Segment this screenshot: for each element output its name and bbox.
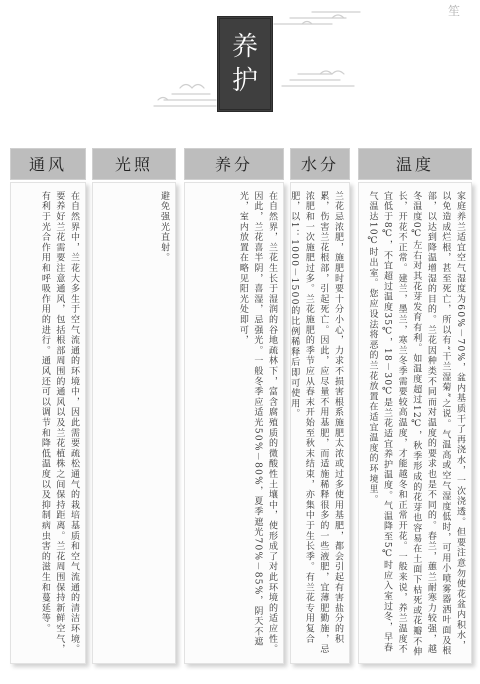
column-body bbox=[184, 182, 284, 664]
column-text: 兰花忌浓肥，施肥时要十分小心，力求不损害根系施肥太浓或过多使用基肥，都会引起有害盐分的积累，伤害兰花根部，引起死亡。因此，应尽量不用基肥，而适施稀释很多的一些液肥，宜薄肥勤施，忌浓肥和一次施肥过多。兰花施肥的季节应从春末开始至秋末结束，亦集中于生长季。有兰花专用复合肥，以1：1000－1500的比例稀释后即可使用。 bbox=[289, 191, 343, 655]
column-text: 家庭养兰适宜空气湿度为60%－70%，盆内基质干了再浇水，一次浇透。但要注意勿使花盆内积水，以免造成烂根，甚至死亡，所以有“干兰湿菊”之说。气温高或空气湿度低时，可用小喷雾器洒叶面及根部，以达到降温增湿的目的。兰花因种类不同而对温度的要求也是不同的。春兰，蕙兰耐寒力较强，越冬温度0℃左右对其花芽发育有利。如温度超过12℃，秋季形成的花芽也容易在土面下枯死或花瓣不伸长，开花不正常。建兰，墨兰，寒兰冬季需要较高温度，才能越冬和正常开花。一般来说，养兰温度不宜低于8℃，不宜超过温度35℃，18－30℃是兰花适宜养护温度。气温降至5℃时应入室过冬，早春气温达10℃时出室。您应设法将恶的兰花放置在适宜温度的环境里。 bbox=[367, 191, 465, 657]
column-body bbox=[10, 182, 86, 664]
cloud-ornament-top-right-icon bbox=[272, 4, 362, 30]
title-char-1: 养 bbox=[231, 32, 258, 62]
column-light bbox=[92, 148, 176, 664]
title-char-2: 护 bbox=[231, 66, 258, 96]
column-text: 在自然界，兰花生长于湿润的谷地疏林下，富含腐殖质的微酸性土壤中，使形成了对此环境的适应性。因此，兰花喜半阴，喜湿，忌强光。一般冬季应适光50%－80%，夏季遮光70%－85%，阴天不遮光，室内放置在略见阳光处即可， bbox=[237, 191, 277, 655]
column-ventilation bbox=[10, 148, 86, 664]
column-heading: 水分 bbox=[290, 148, 350, 180]
cloud-ornament-left-icon bbox=[150, 78, 220, 112]
column-water bbox=[290, 148, 350, 664]
cloud-ornament-right-icon bbox=[280, 58, 360, 92]
column-temperature bbox=[358, 148, 472, 664]
column-text: 在自然界中，兰花大多生于空气流通的环境中，因此需要疏松通气的栽培基质和空气流通的清洁环境。要养好兰花需要注意通风，包括根部周围的通风以及兰花植株之间保持距离。兰花周围保持新鲜空气，有利于光合作用和呼吸作用的进行。通风还可以调节和降低温度以及抑制病虫害的滋生和蔓延等。 bbox=[39, 191, 79, 655]
column-body bbox=[290, 182, 350, 664]
column-body bbox=[358, 182, 472, 664]
column-heading: 养分 bbox=[184, 148, 284, 180]
column-nutrients bbox=[184, 148, 284, 664]
column-heading: 温度 bbox=[358, 148, 472, 180]
column-heading: 光照 bbox=[92, 148, 176, 180]
corner-mark: 笙 bbox=[447, 4, 460, 18]
column-text: 避免强光直射。 bbox=[159, 191, 169, 264]
column-body bbox=[92, 182, 176, 664]
column-heading: 通风 bbox=[10, 148, 86, 180]
page-title bbox=[217, 16, 273, 112]
